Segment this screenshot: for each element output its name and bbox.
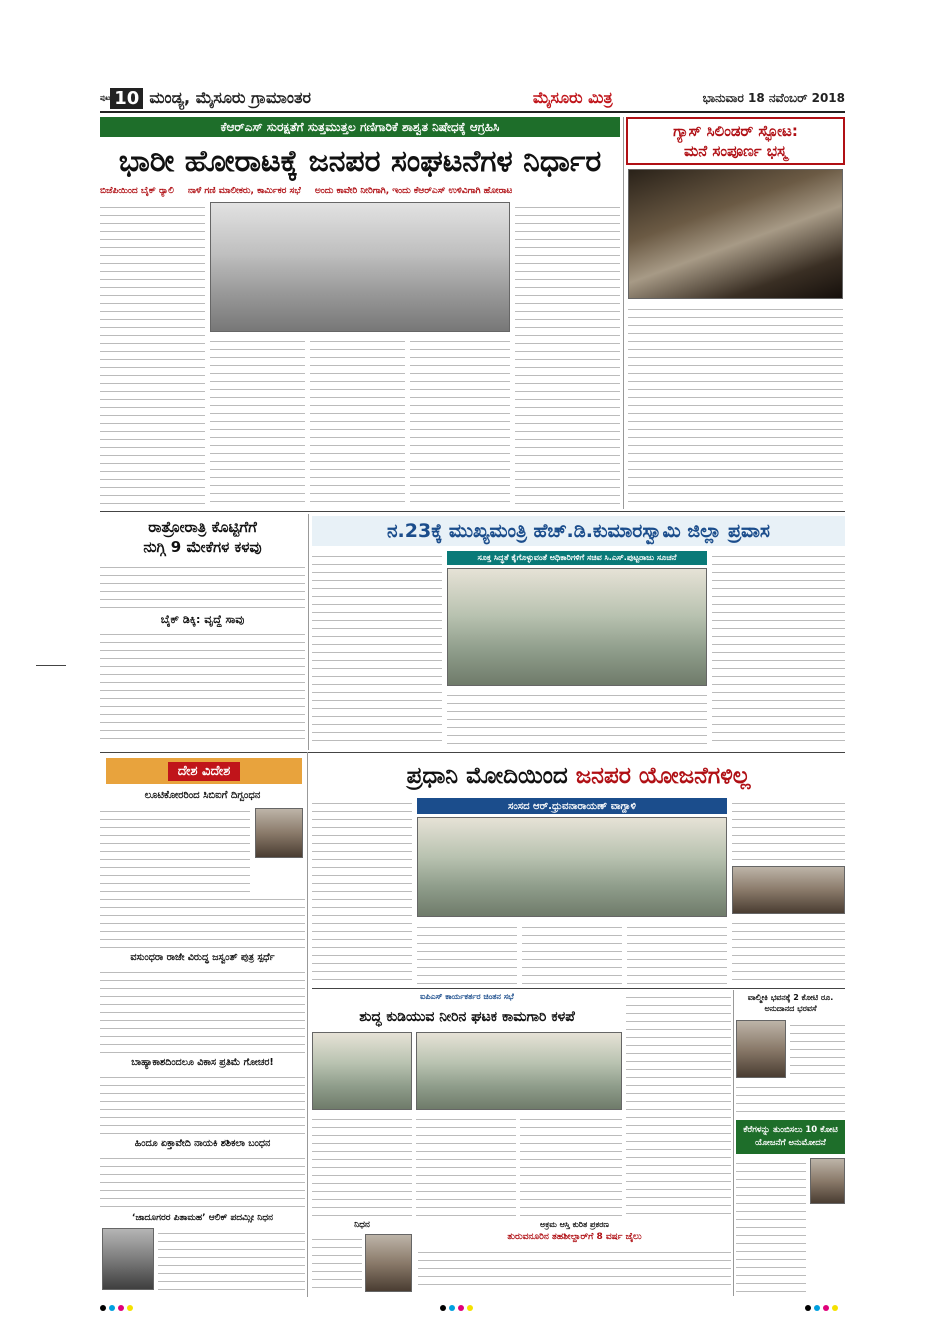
reg-dot-yellow xyxy=(467,1305,473,1311)
header-rule xyxy=(100,111,845,113)
obit-photo xyxy=(365,1234,412,1292)
lead-sub-3: ಅಂದು ಕಾವೇರಿ ನೀರಿಗಾಗಿ, ಇಂದು ಕೆಆರ್‌ಎಸ್ ಉಳಿವಿಗಾಗಿ ಹೋರಾಟ xyxy=(314,186,513,196)
registration-marks-center xyxy=(440,1305,476,1311)
crime-headline: ತುರುವನೂರಿನ ತಹಶೀಲ್ದಾರ್‌ಗೆ 8 ವರ್ಷ ಜೈಲು xyxy=(507,1232,642,1242)
crime-kicker: ಅಕ್ರಮ ಆಸ್ತಿ ಕುರಿತ ಪ್ರಕರಣ xyxy=(540,1220,609,1229)
accident-story-text xyxy=(100,629,305,745)
theft-headline-1: ರಾತ್ರೋರಾತ್ರಿ ಕೊಟ್ಟಿಗೆಗೆ xyxy=(148,518,257,536)
divider-3 xyxy=(312,988,845,989)
modi-text-col-5b xyxy=(732,918,845,984)
divider-1 xyxy=(100,511,845,512)
reg-dot-yellow xyxy=(832,1305,838,1311)
lakes-headline-2: ಯೋಜನೆಗೆ ಅನುಮೋದನೆ xyxy=(755,1138,826,1148)
officials-meeting-photo xyxy=(447,568,707,686)
world-headline-2: ವಸುಂಧರಾ ರಾಜೇ ವಿರುದ್ಧ ಜಸ್ವಂತ್ ಪುತ್ರ ಸ್ಪರ್ಧೆ xyxy=(130,952,275,963)
cm-text-col-2 xyxy=(447,690,707,746)
reg-dot-black xyxy=(100,1305,106,1311)
modi-text-col-1 xyxy=(312,798,412,984)
theft-headline-2: ನುಗ್ಗಿ 9 ಮೇಕೆಗಳ ಕಳವು xyxy=(143,538,262,556)
lead-sub-1: ಬಿಜೆಪಿಯಿಂದ ಬೈಕ್ ರ‍್ಯಾಲಿ xyxy=(100,186,174,196)
reg-dot-cyan xyxy=(449,1305,455,1311)
page-number: 10 xyxy=(110,88,143,109)
world-text-2 xyxy=(100,967,305,1055)
modi-headline-a: ಪ್ರಧಾನಿ ಮೋದಿಯಿಂದ xyxy=(406,763,568,789)
cm-banner: ಸೂಕ್ತ ಸಿದ್ಧತೆ ಕೈಗೊಳ್ಳುವಂತೆ ಅಧಿಕಾರಿಗಳಿಗೆ ಸಚಿವ ಸಿ.ಎಸ್.ಪುಟ್ಟರಾಜು ಸೂಚನೆ xyxy=(447,551,707,565)
world-text-1b xyxy=(100,894,305,950)
theft-headline xyxy=(100,516,305,558)
divider-2 xyxy=(100,752,845,753)
page-header xyxy=(100,86,845,110)
water-photo-1 xyxy=(312,1032,412,1110)
registration-marks-left xyxy=(100,1305,136,1311)
lead-subheads xyxy=(100,186,620,198)
burnt-house-photo xyxy=(628,169,843,299)
minister-photo xyxy=(736,1020,786,1078)
reg-dot-magenta xyxy=(823,1305,829,1311)
modi-text-col-5 xyxy=(732,798,845,864)
water-headline: ಶುದ್ಧ ಕುಡಿಯುವ ನೀರಿನ ಘಟಕ ಕಾಮಗಾರಿ ಕಳಪೆ xyxy=(359,1009,575,1025)
world-text-1 xyxy=(100,806,250,894)
col-rule-1 xyxy=(307,752,308,1297)
world-headline-1: ಲೂಟಿಕೋರರಿಂದ ಸಿಬಿಐಗೆ ದಿಗ್ಬಂಧನ xyxy=(144,790,261,801)
world-text-3 xyxy=(100,1072,305,1136)
reg-dot-magenta xyxy=(118,1305,124,1311)
gas-story-text xyxy=(628,304,843,507)
crime-text xyxy=(418,1247,731,1292)
modi-headline xyxy=(312,758,845,794)
lead-kicker: ಕೆಆರ್‌ಎಸ್ ಸುರಕ್ಷತೆಗೆ ಸುತ್ತಮುತ್ತಲ ಗಣಿಗಾರಿಕೆ ಶಾಶ್ವತ ನಿಷೇಧಕ್ಕೆ ಆಗ್ರಹಿಸಿ xyxy=(100,117,620,137)
col-rule-4 xyxy=(733,990,734,1296)
issue-date: ಭಾನುವಾರ 18 ನವೆಂಬರ್ 2018 xyxy=(702,90,845,105)
mp-stage-photo xyxy=(417,817,727,917)
reg-dot-cyan xyxy=(814,1305,820,1311)
reg-dot-black xyxy=(440,1305,446,1311)
reg-dot-yellow xyxy=(127,1305,133,1311)
world-section-title: ದೇಶ ವಿದೇಶ xyxy=(168,762,240,781)
water-text-col-4 xyxy=(626,992,731,1216)
modi-headline-b: ಜನಪರ ಯೋಜನೆಗಳಿಲ್ಲ xyxy=(575,763,751,789)
modi-text-col-2 xyxy=(417,922,517,984)
cm-text-col-3 xyxy=(712,551,845,746)
accident-headline: ಬೈಕ್ ಡಿಕ್ಕಿ: ವೃದ್ಧೆ ಸಾವು xyxy=(160,613,245,626)
reg-dot-magenta xyxy=(458,1305,464,1311)
world-headline-3: ಬಾಹ್ಯಾಕಾಶದಿಂದಲೂ ವಿಕಾಸ ಪ್ರತಿಮೆ ಗೋಚರ! xyxy=(131,1057,274,1068)
lakes-headline-box xyxy=(736,1120,845,1154)
lead-headline: ಭಾರೀ ಹೋರಾಟಕ್ಕೆ ಜನಪರ ಸಂಘಟನೆಗಳ ನಿರ್ಧಾರ xyxy=(118,143,602,179)
cm-text-col-1 xyxy=(312,551,442,746)
lakes-photo xyxy=(810,1158,845,1204)
jaitley-photo xyxy=(255,808,303,858)
brand-logo: ಮೈಸೂರು ಮಿತ್ರ xyxy=(532,88,613,107)
lead-sub-2: ನಾಳೆ ಗಣಿ ಮಾಲೀಕರು, ಕಾರ್ಮಿಕರ ಸಭೆ xyxy=(187,186,301,196)
page-label: ಪುಟ xyxy=(100,93,111,102)
mp-portrait-photo xyxy=(732,866,845,914)
protest-meeting-photo xyxy=(210,202,510,332)
water-photo-2 xyxy=(416,1032,622,1110)
lead-text-col-3b xyxy=(410,336,510,507)
world-headline-5: ‘ಜಾದೂಗರರ ಪಿತಾಮಹ’ ಆಲಿಕ್ ಪದಮ್ಸೀ ನಿಧನ xyxy=(131,1213,274,1223)
world-headline-4: ಹಿಂದೂ ಏಕ್ತಾವೇದಿ ನಾಯಕಿ ಶಶಿಕಲಾ ಬಂಧನ xyxy=(134,1138,271,1149)
water-text-col-1 xyxy=(312,1114,412,1216)
water-text-col-3 xyxy=(520,1114,622,1216)
gas-headline-2: ಮನೆ ಸಂಪೂರ್ಣ ಭಸ್ಮ xyxy=(683,142,788,160)
lakes-headline-1: ಕೆರೆಗಳನ್ನು ತುಂಬಿಸಲು 10 ಕೋಟಿ xyxy=(743,1125,838,1135)
padamsee-photo xyxy=(102,1228,154,1290)
water-text-col-2 xyxy=(416,1114,516,1216)
lead-text-col-3a xyxy=(310,336,405,507)
lead-text-col-2 xyxy=(210,336,305,507)
lakes-text xyxy=(736,1158,806,1292)
col-rule-3 xyxy=(308,514,309,750)
water-kicker: ಐಪಿಎಸ್ ಕಾರ್ಯಕರ್ತರ ಚಿಂತನ ಸಭೆ xyxy=(420,992,514,1001)
lead-text-col-1 xyxy=(100,202,205,507)
section-title: ಮಂಡ್ಯ, ಮೈಸೂರು ಗ್ರಾಮಾಂತರ xyxy=(149,88,311,107)
gas-headline-1: ಗ್ಯಾಸ್ ಸಿಲಿಂಡರ್ ಸ್ಫೋಟ: xyxy=(673,122,798,140)
world-section-box xyxy=(106,758,302,784)
crop-mark xyxy=(36,665,66,666)
world-text-5 xyxy=(158,1228,305,1290)
reg-dot-cyan xyxy=(109,1305,115,1311)
obit-text xyxy=(312,1234,362,1292)
bhavan-text-1 xyxy=(790,1020,845,1078)
modi-text-col-4 xyxy=(627,922,727,984)
cm-headline: ನ.23ಕ್ಕೆ ಮುಖ್ಯಮಂತ್ರಿ ಹೆಚ್.ಡಿ.ಕುಮಾರಸ್ವಾಮಿ ಜಿಲ್ಲಾ ಪ್ರವಾಸ xyxy=(312,516,845,546)
reg-dot-black xyxy=(805,1305,811,1311)
col-rule-2 xyxy=(623,117,624,509)
bhavan-headline: ವಾಲ್ಮೀಕಿ ಭವನಕ್ಕೆ 2 ಕೋಟಿ ರೂ. ಅನುದಾನದ ಭರವಸೆ xyxy=(747,993,834,1013)
obit-label: ನಿಧನ xyxy=(354,1220,370,1230)
world-text-4 xyxy=(100,1153,305,1211)
lead-text-col-4 xyxy=(515,202,620,507)
page-frame xyxy=(100,86,845,1301)
registration-marks-right xyxy=(805,1305,841,1311)
modi-banner: ಸಂಸದ ಆರ್.ಧ್ರುವನಾರಾಯಣ್ ವಾಗ್ದಾಳಿ xyxy=(417,798,727,814)
gas-headline-box xyxy=(626,117,845,165)
theft-story-text xyxy=(100,562,305,610)
modi-text-col-3 xyxy=(522,922,622,984)
bhavan-text-2 xyxy=(736,1082,845,1116)
